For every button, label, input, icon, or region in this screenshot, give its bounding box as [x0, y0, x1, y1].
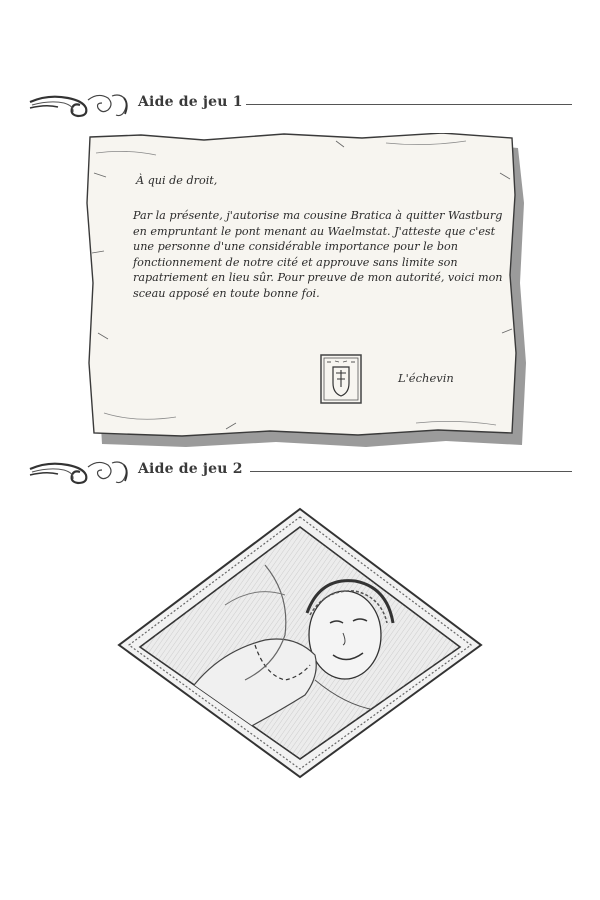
- header-rule: [250, 471, 572, 472]
- portrait-face: [309, 591, 381, 679]
- handout-2-title: Aide de jeu 2: [138, 461, 243, 477]
- parchment-letter: [86, 133, 516, 438]
- seal-stamp: [319, 353, 363, 405]
- scroll-ornament-icon: [28, 90, 133, 120]
- framed-portrait: [115, 505, 485, 780]
- section-header-handout-2: [28, 457, 572, 487]
- header-rule: [246, 104, 572, 105]
- section-header-handout-1: [28, 90, 572, 120]
- letter-salutation: À qui de droit,: [136, 174, 218, 187]
- scroll-ornament-icon: [28, 457, 133, 487]
- handout-1-title: Aide de jeu 1: [138, 94, 243, 110]
- letter-body: Par la présente, j'autorise ma cousine Bratica à quitter Wastburg en empruntant le pont menant au Waelmstat. J'atteste que c'est une personne d'une considérable importance pour le bon fonctionnement de notre cité et approuve sans limite son rapatriement en lieu sûr. Pour preuve de mon autorité, voici mon sceau apposé en toute bonne foi.: [133, 209, 503, 300]
- letter-signature: L'échevin: [398, 371, 454, 385]
